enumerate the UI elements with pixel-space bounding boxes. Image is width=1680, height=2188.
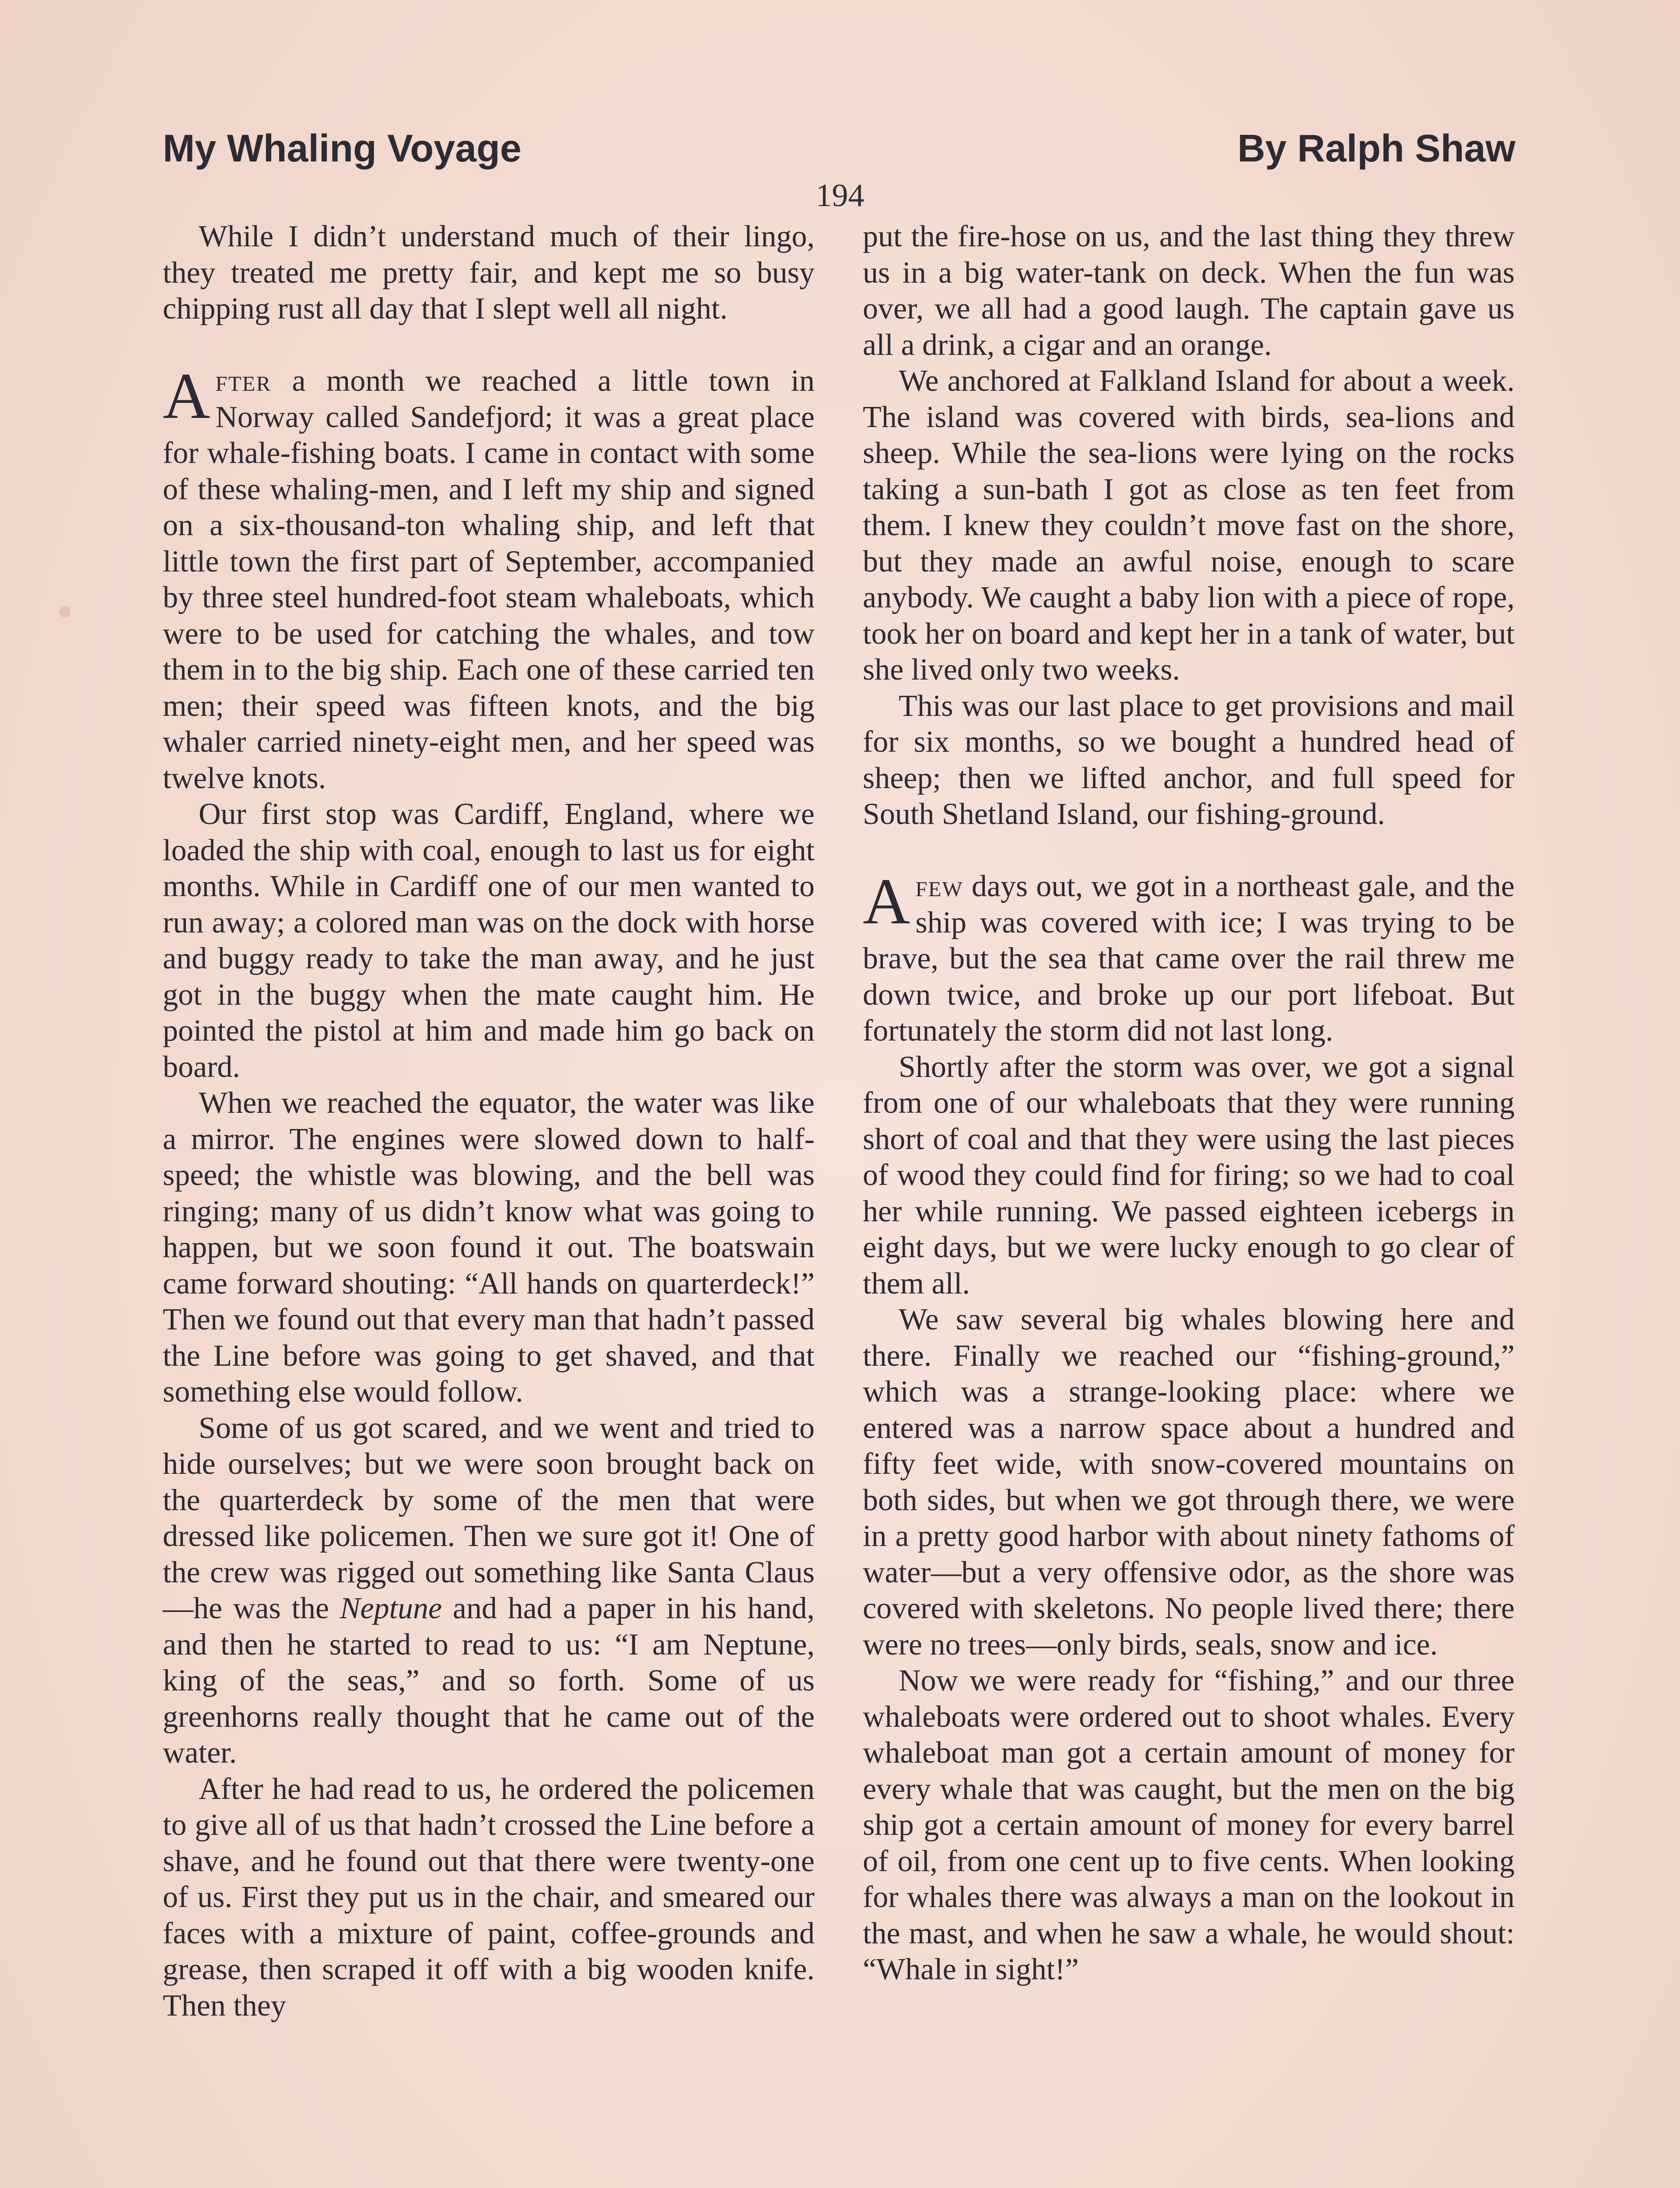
paragraph: put the fire-hose on us, and the last thing they threw us in a big water-tank on deck. When the fun was over, we all had a good laugh. The captain gave us all a drink, a cigar and an orange.	[863, 220, 1515, 362]
drop-cap: A	[163, 360, 210, 432]
drop-cap: A	[863, 865, 910, 938]
paragraph: After he had read to us, he ordered the policemen to give all of us that hadn’t crossed the Line before a shave, and he found out that there were twenty-one of us. First they put us in the chair, and smeared our faces with a mixture of paint, coffee-grounds and grease, then scraped it off with a big wooden knife. Then they	[163, 1772, 815, 2023]
paragraph: When we reached the equator, the water was like a mirror. The engines were slowed down to half-speed; the whistle was blowing, and the bell was ringing; many of us didn’t know what was going to happen, but we soon found it out. The boatswain came forward shouting: “All hands on quarterdeck!” Then we found out that every man that hadn’t passed the Line before was going to get shaved, and that something else would follow.	[163, 1086, 815, 1409]
paragraph-text: a month we reached a little town in Norway called Sandefjord; it was a great place for whale-fishing boats. I came in contact with some of these whaling-men, and I left my ship and signed on a six-thousand-ton whaling ship, and left that little town the first part of September, accompanied by three steel hundred-foot steam whaleboats, which were to be used for catching the whales, and tow them in to the big ship. Each one of these carried ten men; their speed was fifteen knots, and the big whaler carried ninety-eight men, and her speed was twelve knots.	[163, 364, 815, 795]
italic-word: Neptune	[340, 1592, 442, 1625]
paper-blemish	[59, 606, 70, 617]
paragraph-text: days out, we got in a northeast gale, and the ship was covered with ice; I was trying to be brave, but the sea that came over the rail threw me down twice, and broke up our port lifeboat. But fortunately the storm did not last long.	[863, 870, 1515, 1048]
paragraph: This was our last place to get provisions and mail for six months, so we bought a hundred head of sheep; then we lifted anchor, and full speed for South Shetland Island, our fishing-ground.	[863, 689, 1515, 831]
paragraph: While I didn’t understand much of their lingo, they treated me pretty fair, and kept me so busy chipping rust all day that I slept well all night.	[163, 220, 815, 326]
paragraph-text: and had a paper in his hand, and then he started to read to us: “I am Neptune, king of the seas,” and so forth. Some of us greenhorns really thought that he came out of the water.	[163, 1592, 815, 1770]
paragraph-text: Some of us got scared, and we went and tried to hide ourselves; but we were soon brought back on the quarterdeck by some of the men that were dressed like policemen. Then we sure got it! One of the crew was rigged out something like Santa Claus—he was the	[163, 1411, 815, 1625]
paragraph	[163, 1410, 815, 1771]
page-number: 194	[816, 178, 864, 214]
paragraph: We saw several big whales blowing here and there. Finally we reached our “fishing-ground,” which was a strange-looking place: where we entered was a narrow space about a hundred and fifty feet wide, with snow-covered mountains on both sides, but when we got through there, we were in a pretty good harbor with about ninety fathoms of water—but a very offensive odor, as the shore was covered with skeletons. No people lived there; there were no trees—only birds, seals, snow and ice.	[863, 1303, 1515, 1662]
article-title: My Whaling Voyage	[163, 126, 522, 170]
paragraph: Shortly after the storm was over, we got a signal from one of our whaleboats that they were running short of coal and that they were using the last pieces of wood they could find for firing; so we had to coal her while running. We passed eighteen icebergs in eight days, but we were lucky enough to go clear of them all.	[863, 1050, 1515, 1301]
paragraph: We anchored at Falkland Island for about a week. The island was covered with birds, sea-lions and sheep. While the sea-lions were lying on the rocks taking a sun-bath I got as close as ten feet from them. I knew they couldn’t move fast on the shore, but they made an awful noise, enough to scare anybody. We caught a baby lion with a piece of rope, took her on board and kept her in a tank of water, but she lived only two weeks.	[863, 364, 1515, 687]
paragraph: Now we were ready for “fishing,” and our three whaleboats were ordered out to shoot whales. Every whaleboat man got a certain amount of money for every whale that was caught, but the men on the big ship got a certain amount of money for every barrel of oil, from one cent up to five cents. When looking for whales there was always a man on the lookout in the mast, and when he saw a whale, he would shout: “Whale in sight!”	[863, 1664, 1515, 1986]
paragraph: Our first stop was Cardiff, England, where we loaded the ship with coal, enough to last us for eight months. While in Cardiff one of our men wanted to run away; a colored man was on the dock with horse and buggy ready to take the man away, and he just got in the buggy when the mate caught him. He pointed the pistol at him and made him go back on board.	[163, 797, 815, 1084]
article-author: By Ralph Shaw	[1237, 126, 1516, 170]
lead-word: few	[915, 870, 963, 903]
lead-word: fter	[215, 364, 272, 398]
right-column	[863, 219, 1515, 1988]
paragraph	[163, 360, 815, 796]
paragraph	[863, 865, 1515, 1049]
left-column	[163, 219, 815, 2024]
